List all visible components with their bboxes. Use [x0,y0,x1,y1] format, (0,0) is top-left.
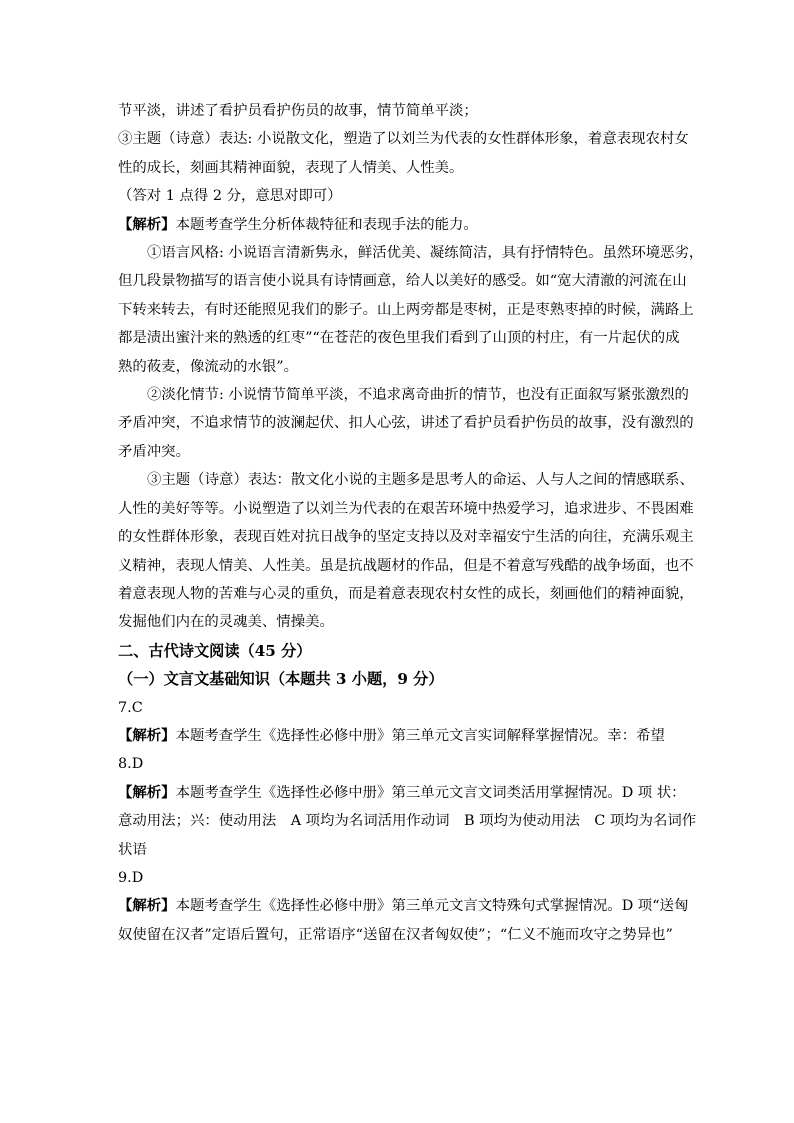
text-line: 熟的莜麦，像流动的水银”。 [118,358,299,375]
text-line: 状语 [118,841,147,858]
analysis-label: 【解析】 [118,897,176,915]
text-line: ③主题（诗意）表达: 小说散文化，塑造了以刘兰为代表的女性群体形象，着意表现农村女 [118,131,689,148]
text-line: 矛盾冲突。 [118,443,190,460]
text-line: 矛盾冲突，不追求情节的波澜起伏、扣人心弦，讲述了看护员看护伤员的故事，没有激烈的 [118,415,694,432]
subsection-title: （一）文言文基础知识（本题共 3 小题，9 分） [118,670,444,689]
analysis-text: 本题考查学生分析体裁特征和表现手法的能力。 [175,216,478,233]
text-line: 着意表现人物的苦难与心灵的重负，而是着意表现农村女性的成长，刻画他们的精神面貌， [118,585,694,602]
analysis-label: 【解析】 [118,726,176,744]
document-body [118,97,704,949]
text-line: 下转来转去，有时还能照见我们的影子。山上两旁都是枣树，正是枣熟枣掉的时候，满路上 [118,301,694,318]
paragraph-theme: ③主题（诗意）表达：散文化小说的主题多是思考人的命运、人与人之间的情感联系、 [147,472,694,489]
text-line: （答对 1 点得 2 分，意思对即可） [118,188,342,205]
analysis-text: 本题考查学生《选择性必修中册》第三单元文言文词类活用掌握情况。D 项 状： [175,784,686,801]
text-line: 节平淡，讲述了看护员看护伤员的故事，情节简单平淡； [118,103,478,119]
answer-7: 7.C [118,699,143,716]
analysis-8 [118,779,684,807]
answer-9: 9.D [118,869,144,886]
section-title: 二、古代诗文阅读（45 分） [118,641,312,660]
paragraph-language-style: ①语言风格: 小说语言清新隽永，鲜活优美、凝练简洁，具有抒情特色。虽然环境恶劣， [147,245,704,262]
analysis-label: 【解析】 [118,783,176,801]
text-line: 奴使留在汉者”定语后置句，正常语序“送留在汉者匈奴使”；“仁义不施而攻守之势异也” [118,926,673,943]
text-line: 性的成长，刻画其精神面貌，表现了人情美、人性美。 [118,159,464,176]
text-line: 但几段景物描写的语言使小说具有诗情画意，给人以美好的感受。如“宽大清澈的河流在山 [118,273,687,290]
text-line: 意动用法；兴：使动用法 A 项均为名词活用作动词 B 项均为使动用法 C 项均为名词作 [118,813,697,830]
analysis-9 [118,892,689,920]
text-line: 都是渍出蜜汁来的熟透的红枣”“在苍茫的夜色里我们看到了山顶的村庄，有一片起伏的成 [118,330,680,347]
analysis-text: 本题考查学生《选择性必修中册》第三单元文言实词解释掌握情况。幸：希望 [175,727,665,744]
analysis-label: 【解析】 [118,215,176,233]
analysis-text: 本题考查学生《选择性必修中册》第三单元文言文特殊句式掌握情况。D 项“送匈 [175,898,689,915]
analysis-line [118,211,684,239]
text-line: 的女性群体形象，表现百姓对抗日战争的坚定支持以及对幸福安宁生活的向往，充满乐观主 [118,529,694,546]
analysis-7 [118,722,684,750]
paragraph-plot: ②淡化情节: 小说情节简单平淡，不追求离奇曲折的情节，也没有正面叙写紧张激烈的 [147,387,689,404]
answer-8: 8.D [118,756,144,773]
text-line: 人性的美好等等。小说塑造了以刘兰为代表的在艰苦环境中热爱学习，追求进步、不畏困难 [118,500,694,517]
text-line: 发掘他们内在的灵魂美、情操美。 [118,614,334,631]
text-line: 义精神，表现人情美、人性美。虽是抗战题材的作品，但是不着意写残酷的战争场面，也不 [118,557,694,574]
